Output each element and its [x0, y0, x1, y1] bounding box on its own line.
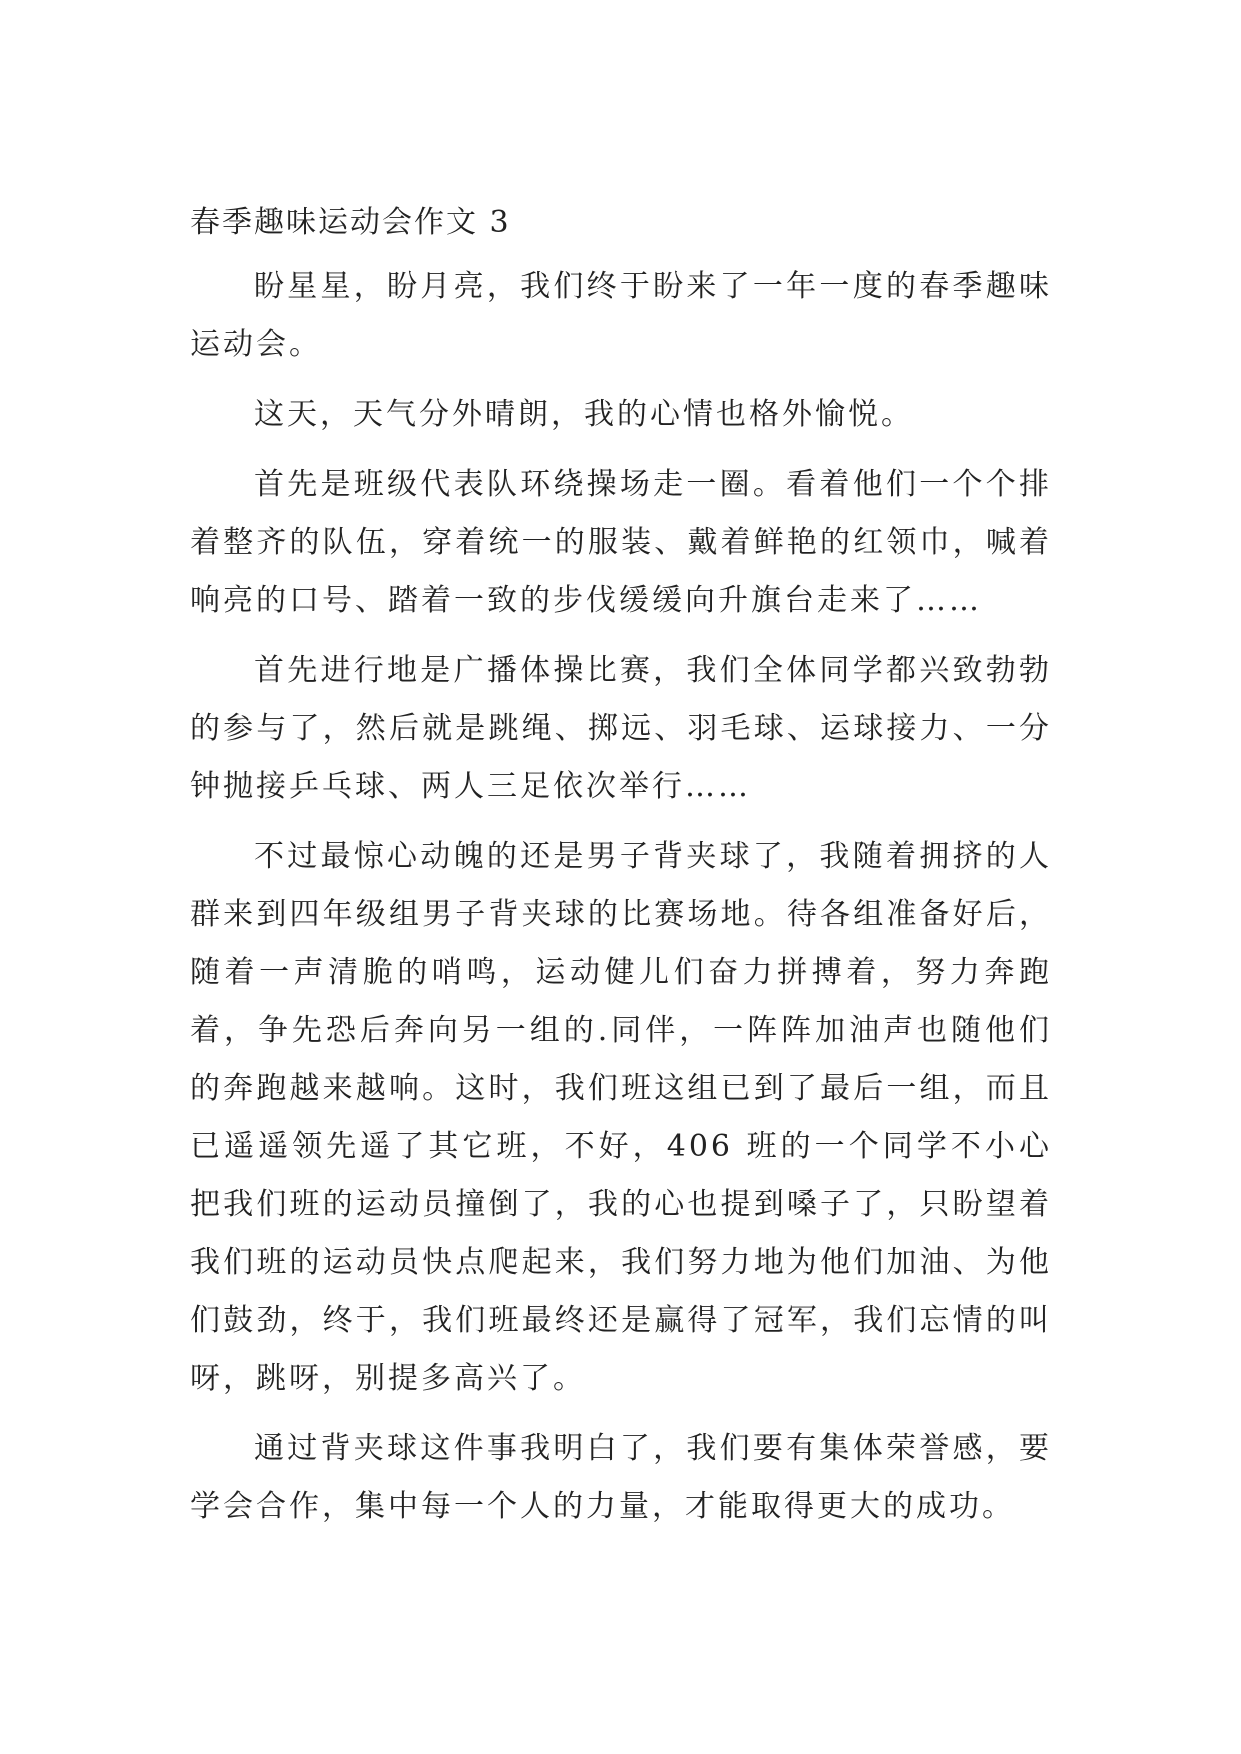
- paragraph-5: 不过最惊心动魄的还是男子背夹球了，我随着拥挤的人群来到四年级组男子背夹球的比赛场地。待各组准备好后，随着一声清脆的哨鸣，运动健儿们奋力拼搏着，努力奔跑着，争先恐后奔向另一组的.同伴，一阵阵加油声也随他们的奔跑越来越响。这时，我们班这组已到了最后一组，而且已遥遥领先遥了其它班，不好，406 班的一个同学不小心把我们班的运动员撞倒了，我的心也提到嗓子了，只盼望着我们班的运动员快点爬起来，我们努力地为他们加油、为他们鼓劲，终于，我们班最终还是赢得了冠军，我们忘情的叫呀，跳呀，别提多高兴了。: [190, 839, 1052, 1396]
- paragraph-1: 盼星星，盼月亮，我们终于盼来了一年一度的春季趣味运动会。: [190, 269, 1052, 362]
- paragraph-2: 这天，天气分外晴朗，我的心情也格外愉悦。: [254, 397, 914, 432]
- paragraph-3: 首先是班级代表队环绕操场走一圈。看着他们一个个排着整齐的队伍，穿着统一的服装、戴着鲜艳的红领巾，喊着响亮的口号、踏着一致的步伐缓缓向升旗台走来了……: [190, 467, 1052, 618]
- paragraph-6: 通过背夹球这件事我明白了，我们要有集体荣誉感，要学会合作，集中每一个人的力量，才能取得更大的成功。: [190, 1431, 1052, 1524]
- document-title: 春季趣味运动会作文 3: [190, 205, 511, 240]
- paragraph-4: 首先进行地是广播体操比赛，我们全体同学都兴致勃勃的参与了，然后就是跳绳、掷远、羽毛球、运球接力、一分钟抛接乒乓球、两人三足依次举行……: [190, 653, 1052, 804]
- document-page: [190, 196, 1052, 1548]
